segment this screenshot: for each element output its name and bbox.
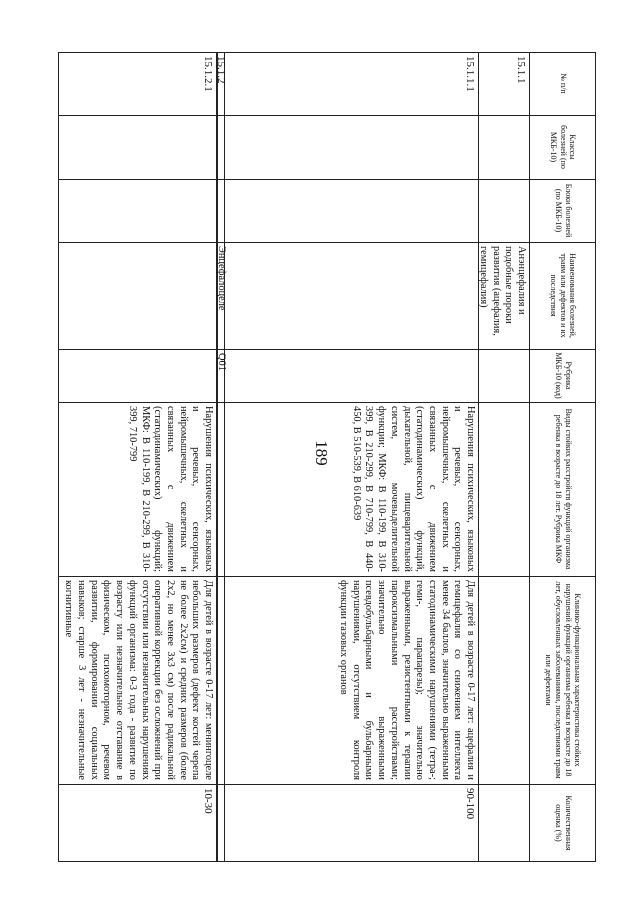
header-score: Количественная оценка (%) <box>554 795 573 851</box>
score-value: 10-30 <box>202 788 214 814</box>
header-impairments: Виды стойких расстройств функций организма ребенка в возрасте до 18 лет. Рубрика МКФ <box>554 408 573 570</box>
characteristic-text: Для детей в возрасте 0-17 лет: менингоцеле небольших размеров (дефект костей черепа не более 2х2см) и средних размеров (более 2х2, но менее 3х3 см) после радикальной оперативной коррекции без осложнений при отсутствии или незначительных нарушениях функций организма: 0-3 года - развитие по возрасту или незначительное отставание в физическом, психомоторном, речевом развитии, формировании социальных навыков; старше 3 лет - незначительные когнитивные <box>63 580 214 780</box>
col-line <box>58 115 596 116</box>
page-number: 189 <box>312 440 331 466</box>
impairments-text: Нарушения психических, языковых и речевых, сенсорных, нейромышечных, скелетных и связанных с движением (статодинамических) функций, дыхательной, пищеварительной систем, мочевыделительной функции; МКФ: В 110-199, В 310-399, В 210-299, В 710-799, В 440-450, В 510-539, В 610-639 <box>350 406 476 572</box>
row-num: 15.1.2.1 <box>202 56 214 92</box>
col-line <box>58 179 596 180</box>
impairments-text: Нарушения психических, языковых и речевых, сенсорных, нейромышечных, скелетных и связанных с движением (статодинамических) функций; МКФ: В 110-199, В 210-299, В 310-399, 710-799 <box>126 406 214 572</box>
col-line <box>58 349 596 350</box>
row-num: 15.1.2 <box>215 56 227 84</box>
header-icd: Рубрика МКБ-10 (код) <box>554 352 573 399</box>
row-num: 15.1.1 <box>515 56 527 84</box>
icd-code: Q01 <box>216 353 227 371</box>
row-line <box>478 52 479 862</box>
disease-name: Энцефалоцеле <box>216 246 227 311</box>
disease-name: Анэнцефалия и подобные пороки развития (ацефалия, гемицефалия) <box>477 246 527 336</box>
row-line <box>216 52 218 862</box>
characteristic-text: Для детей в возрасте 0-17 лет: ацефалия и гемицефалия со снижением интеллекта менее 34 баллов, значительно выраженными статодинамическими нарушениями (тетра-; геми-, парапарезы); значительно выраженными, резистентными к терапии пароксизмальными расстройствами; значительно выраженными псевдобульбарными и бульбарными нарушениями, отсутствием контроля функции тазовых органов <box>338 580 476 780</box>
score-value: 90-100 <box>464 788 476 820</box>
header-num: № п/п <box>558 73 568 94</box>
header-names: Наименования болезней, травм или дефектов и их последствия <box>549 253 578 338</box>
row-num: 15.1.1.1 <box>464 56 476 92</box>
col-line <box>58 784 596 785</box>
disability-criteria-table <box>58 52 596 862</box>
row-line <box>224 52 225 862</box>
header-classes: Классы болезней (по МКБ-10) <box>549 125 578 169</box>
header-blocks: Блоки болезней (по МКБ-10) <box>554 183 573 238</box>
header-characteristic: Клинико-функциональная характеристика стойких нарушений функций организма ребенка в возрасте до 18 лет, обусловленных заболеваниями, последствиями травм или дефектами <box>544 581 583 779</box>
